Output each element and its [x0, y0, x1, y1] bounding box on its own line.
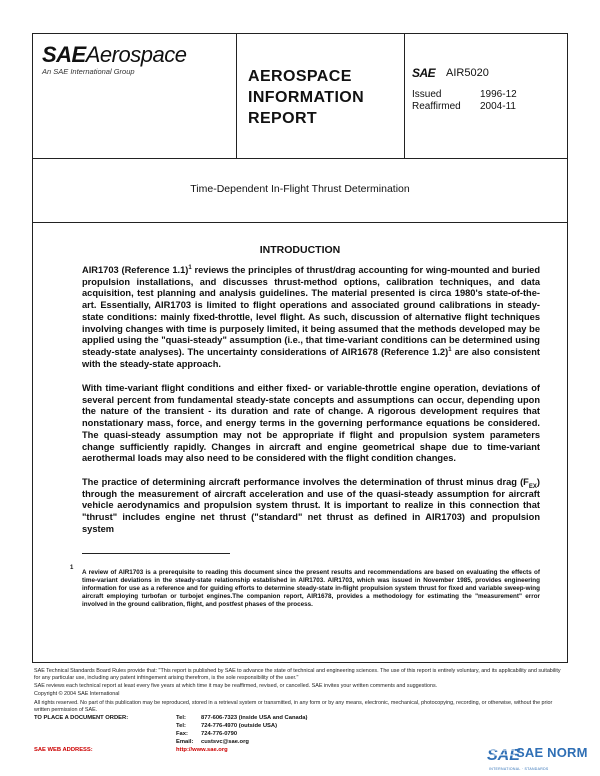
subscript: EX: [528, 483, 537, 490]
reaffirmed-value: 2004-11: [480, 101, 516, 112]
reaffirmed-label: Reaffirmed: [412, 101, 461, 112]
logo-tagline: An SAE International Group: [42, 67, 135, 76]
fax-value: 724-776-0790: [201, 731, 238, 737]
paragraph-1-text-a: AIR1703 (Reference 1.1): [82, 265, 189, 275]
doc-type-line: INFORMATION: [248, 89, 365, 106]
doc-type-line: AEROSPACE: [248, 68, 352, 85]
svg-text:SAE: SAE: [487, 747, 520, 764]
email-label: Email:: [176, 739, 194, 745]
header-divider-right: [404, 34, 405, 158]
issued-label: Issued: [412, 89, 442, 100]
tel2-label: Tel:: [176, 723, 186, 729]
paragraph-1-text-b: reviews the principles of thrust/drag accounting for wing-mounted and buried propulsion installations, and discusses thrust-method options, calibration techniques, and data acquisition, test planning and analysis guidelines. The material presented is circa 1980's state-of-the-art. Essentially, AIR1703 is limited to flight operations and associated ground calibrations in steady-state conditions: mainly fixed-throttle, level flight. As such, discussion of alternative flight techniques involving changes with time is purposely limited, it being assumed that the methods developed may be applied using the "quasi-steady" assumption (i.e., that time-variant conditions can be determined using steady-state analyses). The uncertainty considerations of AIR1678 (Reference 1.2): [82, 265, 540, 357]
paragraph-3: [82, 477, 540, 536]
header-bottom-rule: [33, 158, 567, 159]
email-link[interactable]: custsvc@sae.org: [201, 739, 249, 745]
title-bottom-rule: [33, 222, 567, 223]
paragraph-3-text-b: ) through the measurement of aircraft acceleration and use of the quasi-steady assumption for aircraft vehicle aerodynamics and propulsion system thrust. It is important to realize in this connection that "thrust" includes engine net thrust ("standard" net thrust as defined in AIR1703) and propulsion system: [82, 477, 540, 534]
sae-mark-logo: SAE: [412, 66, 436, 80]
paragraph-1: [82, 265, 540, 370]
footnote-ref: 1: [188, 264, 192, 271]
legal-rights: All rights reserved. No part of this publication may be reproduced, stored in a retrieval system or transmitted, in any form or by any means, electronic, mechanical, photocopying, recording, or otherwise, without the prior written permission of SAE.: [34, 700, 553, 713]
watermark-text: SAE NORM: [516, 745, 588, 760]
footnote-rule: [82, 553, 230, 554]
issued-value: 1996-12: [480, 89, 517, 100]
logo-brand: SAE: [42, 42, 86, 67]
order-label: TO PLACE A DOCUMENT ORDER:: [34, 715, 129, 721]
footnote-ref: 1: [448, 346, 452, 353]
web-address-label: SAE WEB ADDRESS:: [34, 747, 93, 753]
tel2-value: 724-776-4970 (outside USA): [201, 723, 278, 729]
footnote-mark: 1: [70, 565, 74, 571]
legal-copyright: Copyright © 2004 SAE International: [34, 691, 120, 697]
document-title: Time-Dependent In-Flight Thrust Determination: [190, 183, 410, 195]
doc-type-line: REPORT: [248, 110, 318, 127]
section-heading: INTRODUCTION: [259, 244, 341, 256]
sae-logo-icon: [487, 743, 520, 765]
legal-rules: SAE Technical Standards Board Rules provide that: "This report is published by SAE to advance the state of technical and engineering sciences. The use of this report is entirely voluntary, and its applicability and suitability for any particular use, including any patent infringement arising therefrom, is the sole responsibility of the user.": [34, 668, 561, 681]
document-number: AIR5020: [446, 67, 489, 79]
web-address-link[interactable]: http://www.sae.org: [176, 747, 228, 753]
paragraph-3-text-a: The practice of determining aircraft performance involves the determination of thrust minus drag (F: [82, 477, 529, 487]
sae-norm-watermark: [487, 743, 588, 771]
logo-product: Aerospace: [85, 42, 187, 67]
header-divider-left: [236, 34, 237, 158]
document-type: [248, 66, 364, 129]
legal-review: SAE reviews each technical report at least every five years at which time it may be reaffirmed, revised, or cancelled. SAE invites your written comments and suggestions.: [34, 683, 438, 689]
watermark-subtext: INTERNATIONAL · STANDARDS: [489, 767, 549, 771]
sae-aerospace-logo: [42, 44, 186, 76]
paragraph-1-text-c: are also consistent with the steady-state approach.: [82, 346, 540, 369]
fax-label: Fax:: [176, 731, 188, 737]
paragraph-2: With time-variant flight conditions and either fixed- or variable-throttle engine operation, deviations of several percent from fundamental steady-state concepts and assumptions can occur, depending upon the nature of the transient - its duration and rate of change. A rigorous development requires that nonstationary mass, force, and energy terms in the governing performance equations be considered. The quasi-steady assumption may not be appropriate if flight and propulsion system parameters change sufficiently rapidly. Changes in aircraft and engine geometrical shape due to time-variant aerothermal loads may also need to be considered with the flight condition changes.: [82, 383, 540, 464]
tel-value: 877-606-7323 (inside USA and Canada): [201, 715, 308, 721]
tel-label: Tel:: [176, 715, 186, 721]
footnote-text: A review of AIR1703 is a prerequisite to reading this document since the present results and recommendations are based on evaluating the effects of time-variant deviations in the steady-state relationship established in AIR1703. AIR1703, which was issued in November 1985, provides engineering information for use as a reference and for guiding efforts to determine steady-state in-flight propulsion system thrust for fixed and variable sweep-wing aircraft employing turbofan or turbojet engines.The companion report, AIR1678, provides a methodology for estimating the "measurement" error involved in the ground calibration, flight, and postfest phases of the process.: [82, 569, 540, 609]
